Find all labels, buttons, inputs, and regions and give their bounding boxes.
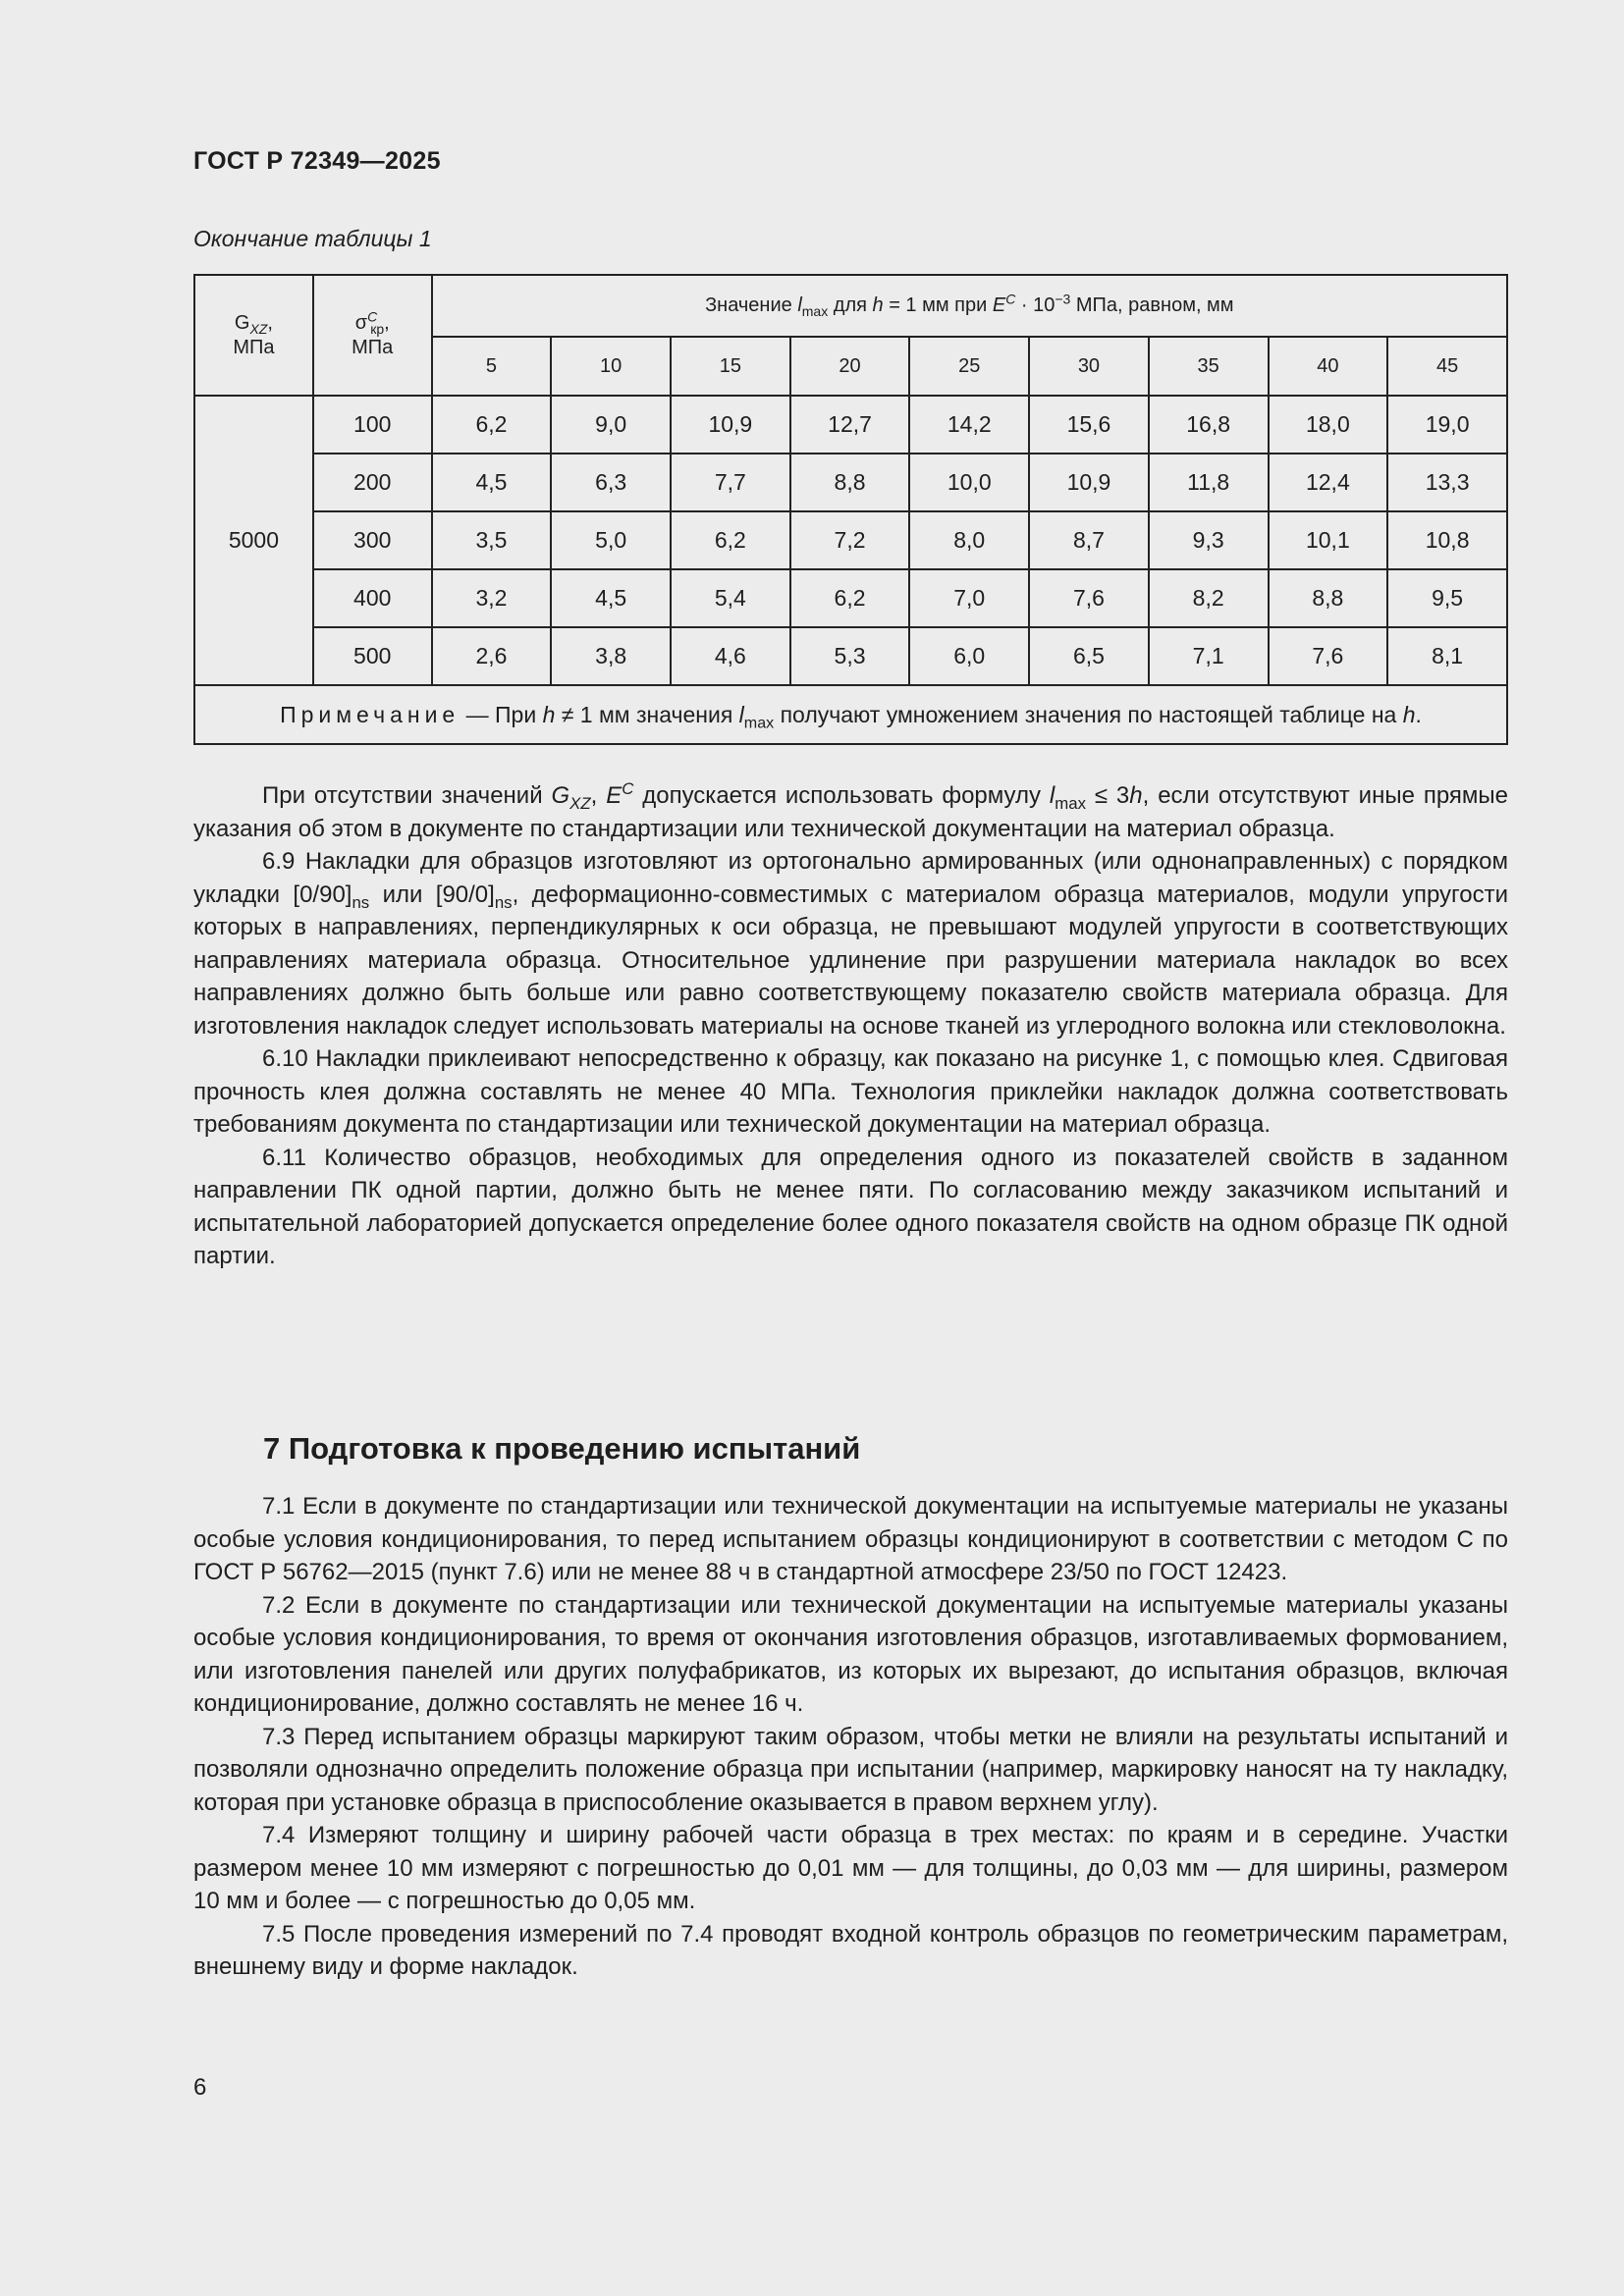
cell-value: 10,9 <box>671 396 790 454</box>
cell-value: 11,8 <box>1149 454 1269 511</box>
cell-value: 10,8 <box>1387 511 1507 569</box>
header-ec-value: 20 <box>790 337 910 396</box>
body-text-part2 <box>193 1490 1508 1984</box>
cell-value: 5,4 <box>671 569 790 627</box>
cell-value: 8,1 <box>1387 627 1507 685</box>
header-ec-value: 45 <box>1387 337 1507 396</box>
data-table <box>193 274 1508 745</box>
cell-value: 10,0 <box>909 454 1029 511</box>
table-row <box>194 569 1507 627</box>
paragraph-7-4: 7.4 Измеряют толщину и ширину рабочей части образца в трех местах: по краям и в середине. Участки размером менее 10 мм измеряют с погрешностью до 0,01 мм — для толщины, до 0,03 мм — для ширины, размером 10 мм и более — с погрешностью до 0,05 мм. <box>193 1822 1508 1914</box>
cell-value: 6,2 <box>790 569 910 627</box>
cell-value: 16,8 <box>1149 396 1269 454</box>
header-ec-value: 40 <box>1269 337 1388 396</box>
cell-value: 8,0 <box>909 511 1029 569</box>
cell-value: 18,0 <box>1269 396 1388 454</box>
table-row <box>194 454 1507 511</box>
cell-value: 7,6 <box>1029 569 1149 627</box>
cell-value: 8,8 <box>1269 569 1388 627</box>
cell-sigma: 300 <box>313 511 432 569</box>
cell-value: 5,3 <box>790 627 910 685</box>
cell-value: 9,0 <box>551 396 671 454</box>
cell-value: 4,5 <box>551 569 671 627</box>
header-span-lmax: Значение $l_{max}$ для h = 1 мм при $E^C \cdot 10^{-3}$ МПа, равном, мм <box>432 275 1507 337</box>
section-title: 7 Подготовка к проведению испытаний <box>263 1431 861 1466</box>
cell-value: 6,0 <box>909 627 1029 685</box>
cell-value: 7,7 <box>671 454 790 511</box>
header-gxz: $G_{XZ}$, МПа <box>194 275 313 396</box>
cell-value: 6,2 <box>671 511 790 569</box>
cell-value: 8,8 <box>790 454 910 511</box>
paragraph-7-2: 7.2 Если в документе по стандартизации или технической документации на испытуемые материалы указаны особые условия кондиционирования, то время от окончания изготовления образцов, изготавливаемых формованием, или изготовления панелей или других полуфабрикатов, из которых их вырезают, до испытания образцов, включая кондиционирование, должно составлять не менее 16 ч. <box>193 1591 1508 1717</box>
cell-value: 6,5 <box>1029 627 1149 685</box>
cell-value: 12,7 <box>790 396 910 454</box>
header-ec-value: 35 <box>1149 337 1269 396</box>
page-number: 6 <box>193 2074 207 2101</box>
cell-value: 2,6 <box>432 627 552 685</box>
cell-sigma: 400 <box>313 569 432 627</box>
table-row <box>194 396 1507 454</box>
header-ec-value: 10 <box>551 337 671 396</box>
paragraph-6-10: 6.10 Накладки приклеивают непосредственно к образцу, как показано на рисунке 1, с помощью клея. Сдвиговая прочность клея должна составлять не менее 40 МПа. Технология приклейки накладок должна соответствовать требованиям документа по стандартизации или технической документации на материал образца. <box>193 1045 1508 1138</box>
table-caption: Окончание таблицы 1 <box>193 226 432 251</box>
cell-value: 7,1 <box>1149 627 1269 685</box>
cell-value: 7,2 <box>790 511 910 569</box>
paragraph-7-3: 7.3 Перед испытанием образцы маркируют таким образом, чтобы метки не влияли на результаты испытаний и позволяли однозначно определить положение образца при испытании (например, маркировку наносят на ту накладку, которая при установке образца в приспособление оказывается в правом верхнем углу). <box>193 1723 1508 1816</box>
cell-value: 7,0 <box>909 569 1029 627</box>
cell-value: 8,7 <box>1029 511 1149 569</box>
cell-value: 10,9 <box>1029 454 1149 511</box>
cell-value: 4,5 <box>432 454 552 511</box>
header-ec-value: 25 <box>909 337 1029 396</box>
cell-value: 13,3 <box>1387 454 1507 511</box>
cell-value: 14,2 <box>909 396 1029 454</box>
table-row <box>194 511 1507 569</box>
cell-value: 12,4 <box>1269 454 1388 511</box>
paragraph-6-9: 6.9 Накладки для образцов изготовляют из ортогонально армированных (или однонаправленных) с порядком укладки $[0/90]_{ns}$ или $[90/0]_{ns}$, деформационно-совместимых с материалом образца материалов, модули упругости которых в направлениях, перпендикулярных к оси образца, не превышают модулей упругости в соответствующих направлениях материала образца. Относительное удлинение при разрушении материала накладок во всех направлениях должно быть больше или равно соответствующему показателю свойств материала образца. Для изготовления накладок следует использовать материалы на основе тканей из углеродного волокна или стекловолокна. <box>193 848 1508 1040</box>
cell-value: 5,0 <box>551 511 671 569</box>
cell-sigma: 500 <box>313 627 432 685</box>
header-ec-value: 5 <box>432 337 552 396</box>
cell-value: 8,2 <box>1149 569 1269 627</box>
table-row <box>194 627 1507 685</box>
paragraph-7-5: 7.5 После проведения измерений по 7.4 проводят входной контроль образцов по геометрическим параметрам, внешнему виду и форме накладок. <box>193 1920 1508 1980</box>
paragraph-7-1: 7.1 Если в документе по стандартизации или технической документации на испытуемые материалы не указаны особые условия кондиционирования, то перед испытанием образцы кондиционируют в соответствии с методом С по ГОСТ Р 56762—2015 (пункт 7.6) или не менее 88 ч в стандартной атмосфере 23/50 по ГОСТ 12423. <box>193 1493 1508 1585</box>
cell-value: 15,6 <box>1029 396 1149 454</box>
cell-gxz: 5000 <box>194 396 313 685</box>
header-ec-value: 15 <box>671 337 790 396</box>
cell-sigma: 200 <box>313 454 432 511</box>
document-header: ГОСТ Р 72349—2025 <box>193 147 441 175</box>
cell-value: 10,1 <box>1269 511 1388 569</box>
header-ec-value: 30 <box>1029 337 1149 396</box>
paragraph: При отсутствии значений $G_{XZ}$, $E^C$ допускается использовать формулу $l_{max} \le 3h$, если отсутствуют иные прямые указания об этом в документе по стандартизации или технической документации на материал образца. <box>193 779 1509 842</box>
body-text-part1 <box>193 779 1508 1273</box>
cell-value: 3,8 <box>551 627 671 685</box>
cell-value: 9,3 <box>1149 511 1269 569</box>
header-sigma: $\sigma^C_{кр}$, МПа <box>313 275 432 396</box>
cell-value: 6,3 <box>551 454 671 511</box>
paragraph-6-11: 6.11 Количество образцов, необходимых для определения одного из показателей свойств в заданном направлении ПК одной партии, должно быть не менее пяти. По согласованию между заказчиком испытаний и испытательной лабораторией допускается определение более одного показателя свойств на одном образце ПК одной партии. <box>193 1144 1508 1269</box>
cell-value: 7,6 <box>1269 627 1388 685</box>
cell-value: 6,2 <box>432 396 552 454</box>
table-note: Примечание — При h ≠ 1 мм значения $l_{max}$ получают умножением значения по настоящей таблице на h. <box>194 685 1507 744</box>
cell-sigma: 100 <box>313 396 432 454</box>
cell-value: 3,5 <box>432 511 552 569</box>
cell-value: 19,0 <box>1387 396 1507 454</box>
cell-value: 4,6 <box>671 627 790 685</box>
cell-value: 9,5 <box>1387 569 1507 627</box>
cell-value: 3,2 <box>432 569 552 627</box>
